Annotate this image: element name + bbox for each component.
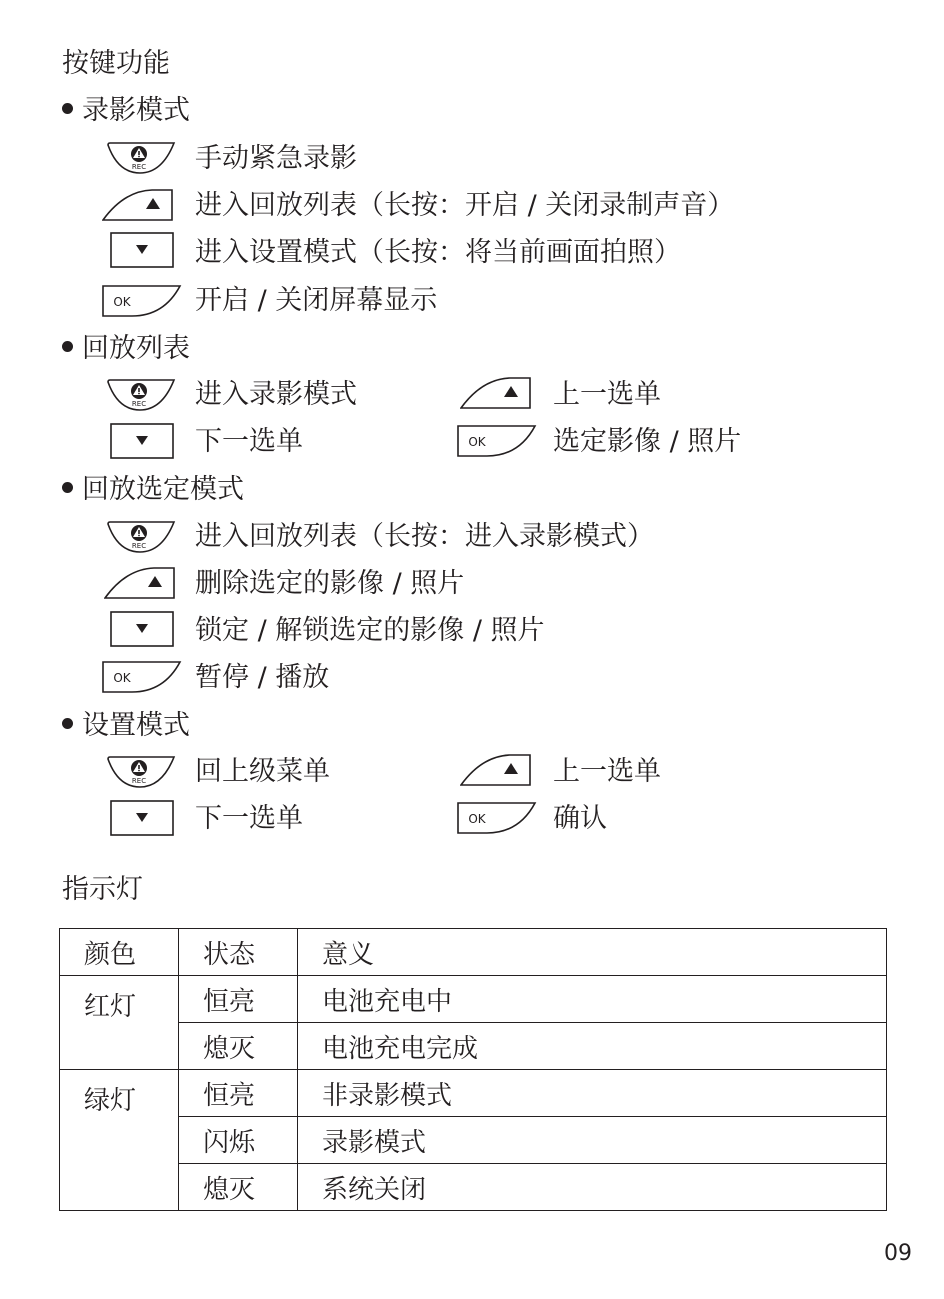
bullet-settings-mode (62, 712, 190, 739)
playback-list-item: 选定影像 / 照片 (553, 426, 742, 457)
ok-button-icon (102, 661, 182, 693)
playback-list-item: 进入录影模式 (195, 379, 357, 410)
section-title-key-functions: 按键功能 (62, 48, 170, 79)
settings-mode-item: 确认 (553, 803, 607, 834)
up-button-icon (102, 189, 174, 221)
ok-button-icon (457, 802, 537, 834)
down-button-icon (110, 800, 174, 836)
rec-button-icon (104, 756, 176, 788)
table-row (60, 1023, 887, 1070)
rec-button-icon (104, 142, 176, 174)
bullet-dot (62, 718, 73, 729)
meaning-cell: 录影模式 (298, 1117, 887, 1164)
up-button-icon (460, 377, 532, 409)
ok-button-icon (102, 285, 182, 317)
state-cell: 恒亮 (179, 976, 298, 1023)
down-button-icon (110, 611, 174, 647)
playback-select-item: 暂停 / 播放 (195, 662, 330, 693)
playback-select-item: 进入回放列表（长按：进入录影模式） (195, 521, 654, 552)
down-button-icon (110, 423, 174, 459)
meaning-cell: 系统关闭 (298, 1164, 887, 1211)
playback-list-title: 回放列表 (82, 333, 190, 364)
table-row (60, 976, 887, 1023)
meaning-cell: 电池充电中 (298, 976, 887, 1023)
table-row (60, 1164, 887, 1211)
playback-select-item: 删除选定的影像 / 照片 (195, 568, 465, 599)
meaning-cell: 非录影模式 (298, 1070, 887, 1117)
settings-mode-item: 回上级菜单 (195, 756, 330, 787)
playback-list-item: 下一选单 (195, 426, 303, 457)
bullet-playback-list (62, 335, 190, 362)
bullet-dot (62, 103, 73, 114)
table-row (60, 1117, 887, 1164)
up-button-icon (460, 754, 532, 786)
header-color: 颜色 (60, 929, 179, 976)
record-mode-item: 进入回放列表（长按：开启 / 关闭录制声音） (195, 190, 735, 221)
record-mode-item: 手动紧急录影 (195, 143, 357, 174)
record-mode-item: 开启 / 关闭屏幕显示 (195, 285, 438, 316)
record-mode-item: 进入设置模式（长按：将当前画面拍照） (195, 237, 681, 268)
down-button-icon (110, 232, 174, 268)
playback-list-item: 上一选单 (553, 379, 661, 410)
bullet-dot (62, 482, 73, 493)
up-button-icon (104, 567, 176, 599)
color-cell-red: 红灯 (60, 976, 179, 1070)
state-cell: 熄灭 (179, 1164, 298, 1211)
table-header-row (60, 929, 887, 976)
settings-mode-title: 设置模式 (82, 710, 190, 741)
header-meaning: 意义 (298, 929, 887, 976)
page-number: 09 (884, 1241, 912, 1266)
bullet-record-mode (62, 97, 190, 124)
state-cell: 闪烁 (179, 1117, 298, 1164)
bullet-dot (62, 341, 73, 352)
rec-button-icon (104, 379, 176, 411)
ok-button-icon (457, 425, 537, 457)
state-cell: 恒亮 (179, 1070, 298, 1117)
playback-select-title: 回放选定模式 (82, 474, 244, 505)
playback-select-item: 锁定 / 解锁选定的影像 / 照片 (195, 615, 545, 646)
meaning-cell: 电池充电完成 (298, 1023, 887, 1070)
record-mode-title: 录影模式 (82, 95, 190, 126)
rec-button-icon (104, 521, 176, 553)
settings-mode-item: 上一选单 (553, 756, 661, 787)
indicator-table (59, 928, 887, 1211)
settings-mode-item: 下一选单 (195, 803, 303, 834)
state-cell: 熄灭 (179, 1023, 298, 1070)
header-state: 状态 (179, 929, 298, 976)
section-title-indicator: 指示灯 (62, 874, 143, 905)
bullet-playback-select (62, 476, 244, 503)
table-row (60, 1070, 887, 1117)
color-cell-green: 绿灯 (60, 1070, 179, 1211)
